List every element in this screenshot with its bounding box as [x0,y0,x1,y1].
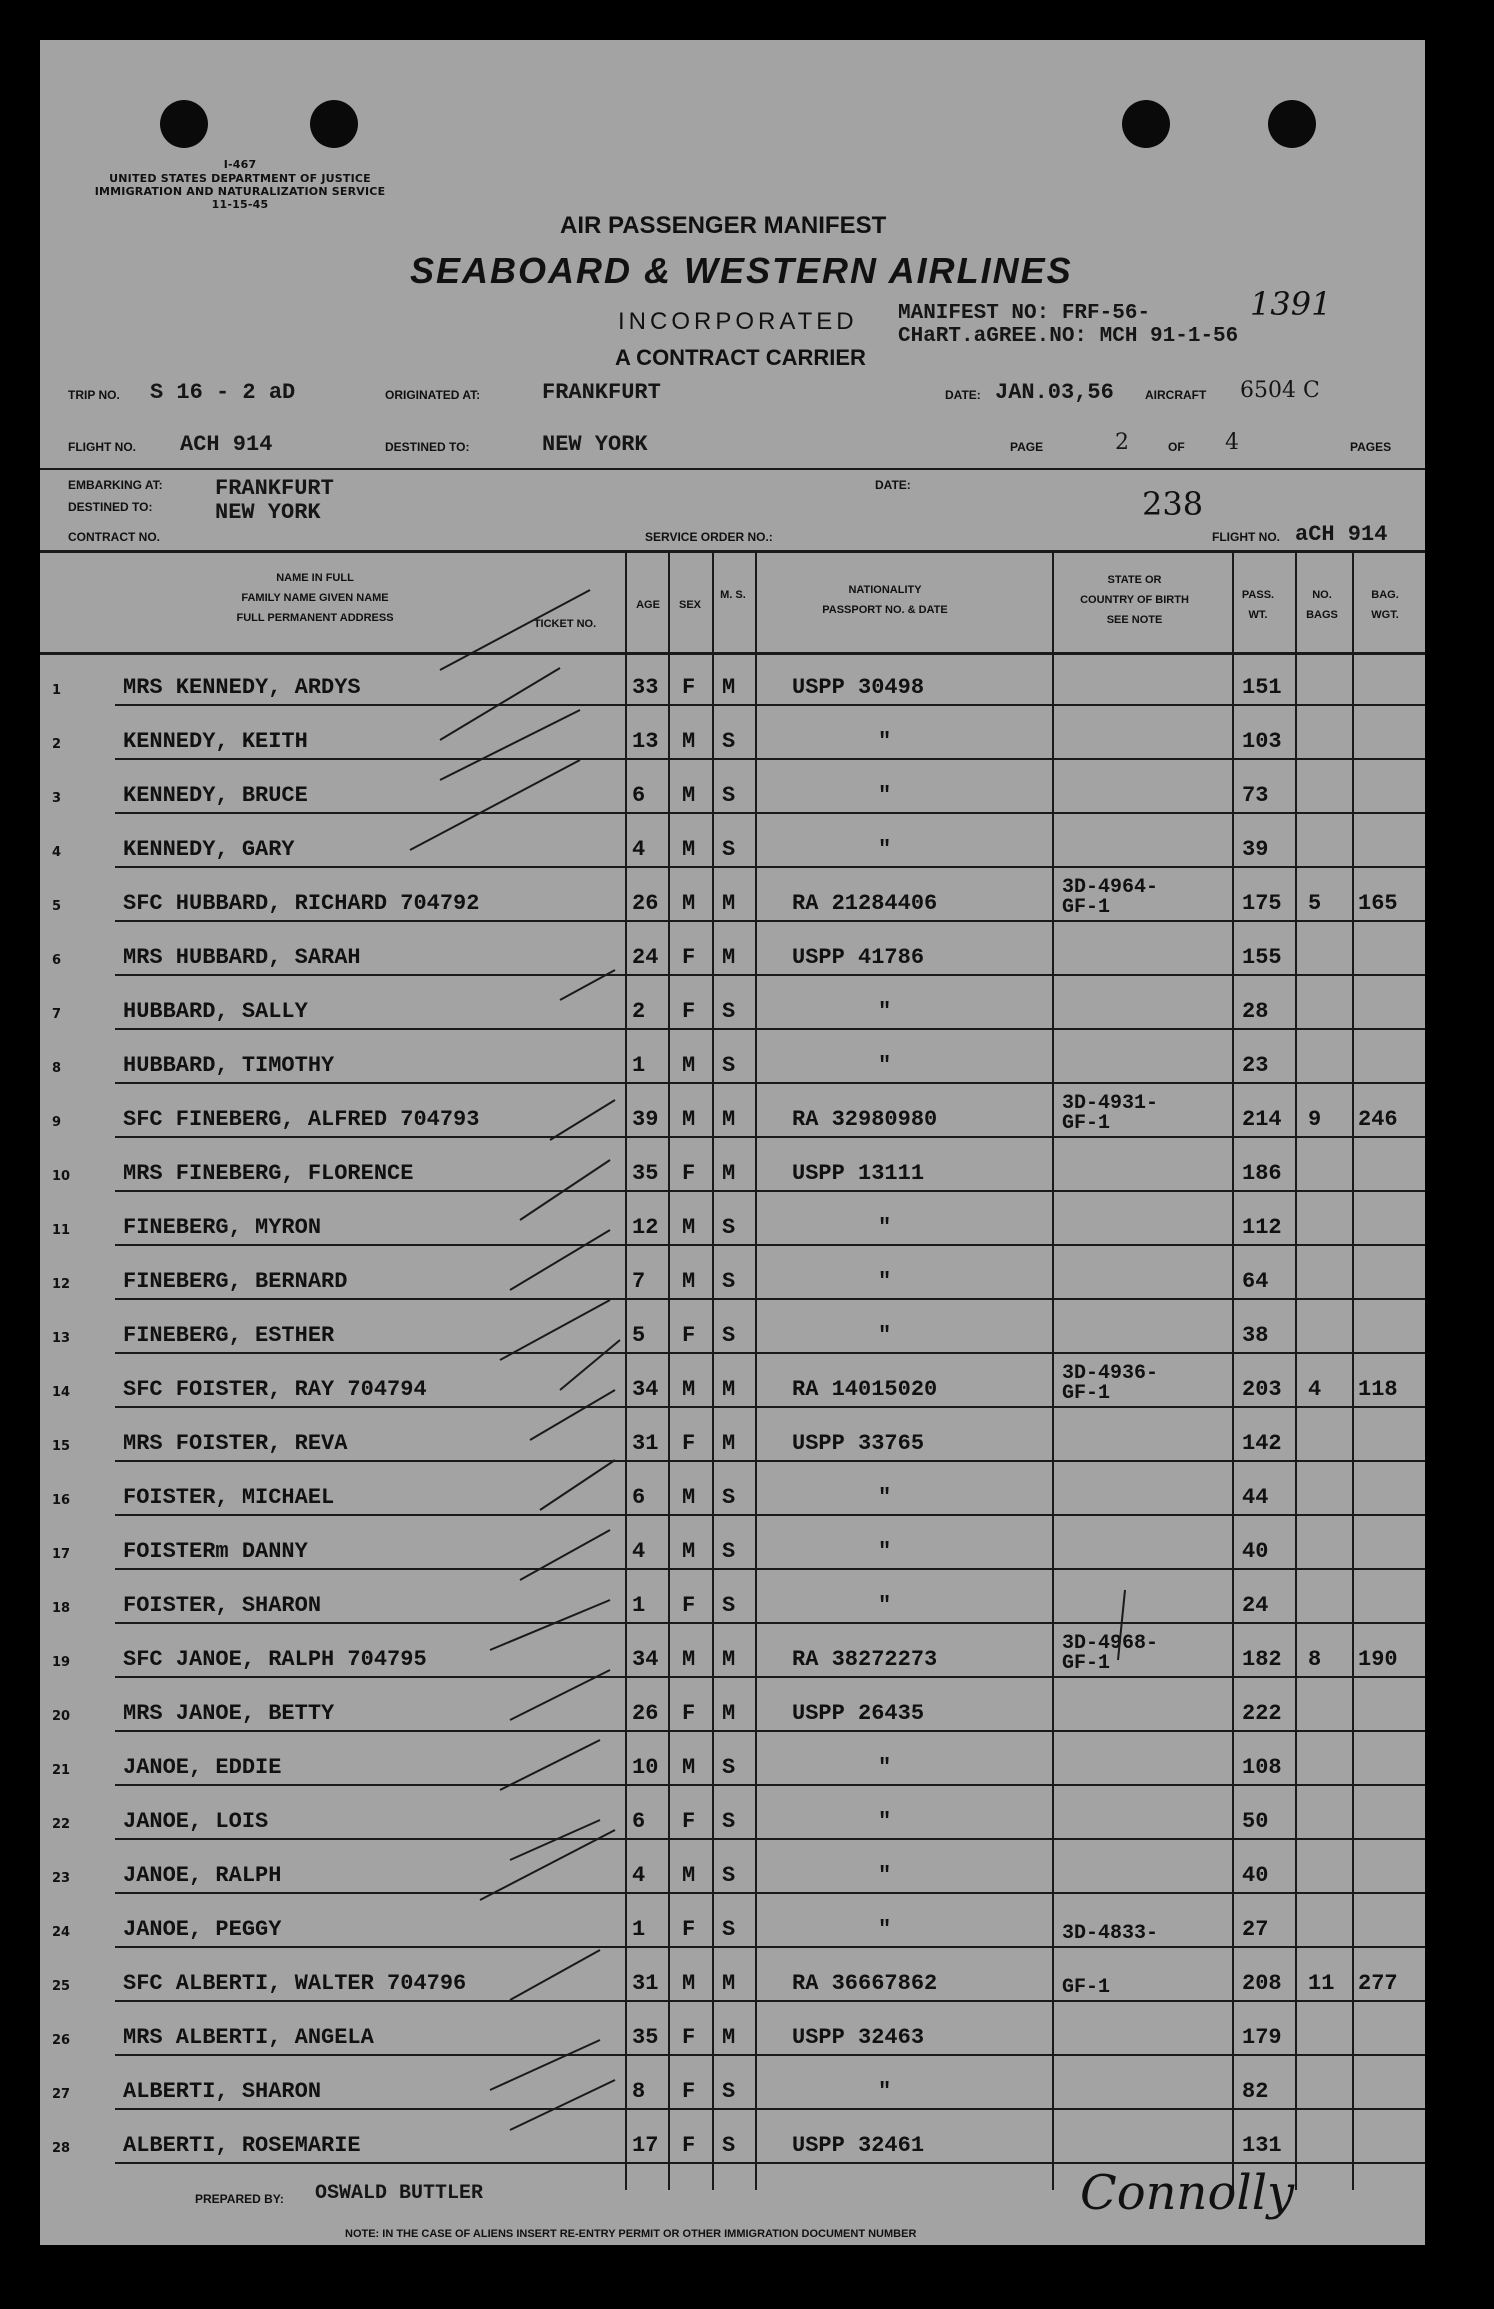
passenger-name: MRS FOISTER, REVA [123,1431,348,1456]
passenger-weight: 131 [1242,2133,1282,2158]
age: 1 [632,1053,646,1078]
marital-status: S [722,999,736,1024]
passenger-weight: 203 [1242,1377,1282,1402]
flight-no-2-label: FLIGHT NO. [1212,530,1280,544]
sex: M [682,1377,696,1402]
passenger-weight: 222 [1242,1701,1282,1726]
sex: F [682,2025,696,2050]
nationality-passport: RA 14015020 [792,1377,938,1402]
passenger-weight: 50 [1242,1809,1269,1834]
age: 2 [632,999,646,1024]
sex: F [682,1593,696,1618]
bag-weight: 277 [1358,1971,1398,1996]
bag-weight: 246 [1358,1107,1398,1132]
passenger-name: MRS JANOE, BETTY [123,1701,335,1726]
manifest-sheet [40,40,1425,2245]
sex: F [682,1431,696,1456]
marital-status: M [722,2025,736,2050]
nationality-passport: " [878,1269,892,1294]
marital-status: S [722,1323,736,1348]
marital-status: S [722,1809,736,1834]
passenger-name: FINEBERG, MYRON [123,1215,322,1240]
passenger-weight: 40 [1242,1539,1269,1564]
passenger-name: SFC FINEBERG, ALFRED 704793 [123,1107,480,1132]
age: 4 [632,837,646,862]
country-of-birth: 3D-4833- [1062,1922,1159,1945]
sex: M [682,1971,696,1996]
passenger-name: ALBERTI, ROSEMARIE [123,2133,361,2158]
sex: F [682,2133,696,2158]
row-number: 8 [52,1061,62,1076]
sex: F [682,1809,696,1834]
airline-name: SEABOARD & WESTERN AIRLINES [410,250,1073,291]
row-number: 28 [52,2141,71,2156]
sex: M [682,729,696,754]
passenger-weight: 103 [1242,729,1282,754]
nationality-passport: USPP 13111 [792,1161,925,1186]
sex: M [682,1755,696,1780]
age: 7 [632,1269,646,1294]
row-number: 22 [52,1817,71,1832]
bag-count: 8 [1308,1647,1322,1672]
passenger-name: ALBERTI, SHARON [123,2079,322,2104]
marital-status: S [722,1269,736,1294]
marital-status: M [722,1107,736,1132]
row-number: 7 [52,1007,62,1022]
col-birth-h3: SEE NOTE [1106,614,1163,626]
row-number: 14 [52,1385,71,1400]
passenger-name: MRS FINEBERG, FLORENCE [123,1161,414,1186]
nationality-passport: RA 32980980 [792,1107,938,1132]
signature: Connolly [1080,2165,1295,2221]
age: 39 [632,1107,659,1132]
marital-status: S [722,837,736,862]
passenger-name: SFC JANOE, RALPH 704795 [123,1647,427,1672]
marital-status: S [722,1485,736,1510]
sex: M [682,837,696,862]
sex: M [682,1107,696,1132]
nationality-passport: " [878,1863,892,1888]
marital-status: S [722,1917,736,1942]
hand-number: 238 [1142,485,1204,523]
nationality-passport: " [878,999,892,1024]
bag-count: 11 [1308,1971,1335,1996]
passenger-weight: 38 [1242,1323,1269,1348]
row-number: 18 [52,1601,71,1616]
row-number: 26 [52,2033,71,2048]
passenger-name: JANOE, PEGGY [123,1917,282,1942]
passenger-weight: 112 [1242,1215,1282,1240]
sex: F [682,2079,696,2104]
incorporated-label: INCORPORATED [618,308,858,335]
marital-status: S [722,1863,736,1888]
age: 24 [632,945,659,970]
marital-status: M [722,675,736,700]
age: 10 [632,1755,659,1780]
age: 34 [632,1647,659,1672]
passenger-name: KENNEDY, BRUCE [123,783,308,808]
passenger-weight: 28 [1242,999,1269,1024]
age: 1 [632,1917,646,1942]
marital-status: S [722,1053,736,1078]
passenger-weight: 73 [1242,783,1269,808]
col-bag-weight-header: BAG. WGT. [1371,589,1399,621]
nationality-passport: RA 21284406 [792,891,938,916]
passenger-name: JANOE, EDDIE [123,1755,282,1780]
contract-no-label: CONTRACT NO. [68,530,160,544]
passenger-weight: 23 [1242,1053,1269,1078]
col-ms-header: M. S. [720,589,746,601]
passenger-name: FOISTER, MICHAEL [123,1485,335,1510]
bag-count: 9 [1308,1107,1322,1132]
passenger-weight: 186 [1242,1161,1282,1186]
manifest-title: AIR PASSENGER MANIFEST [560,212,887,239]
row-number: 15 [52,1439,71,1454]
embarking-label: EMBARKING AT: [68,478,163,492]
marital-status: S [722,1593,736,1618]
page-label: PAGE [1010,440,1044,454]
marital-status: S [722,1539,736,1564]
passenger-weight: 82 [1242,2079,1269,2104]
form-number: I-467 [223,158,257,171]
passenger-weight: 39 [1242,837,1269,862]
col-age-header: AGE [636,599,660,611]
nationality-passport: " [878,837,892,862]
service-order-label: SERVICE ORDER NO.: [645,530,773,544]
row-number: 3 [52,791,62,806]
nationality-passport: USPP 26435 [792,1701,925,1726]
destined-to: NEW YORK [215,500,321,525]
row-number: 5 [52,899,62,914]
originated-at: FRANKFURT [542,380,661,405]
nationality-passport: " [878,1323,892,1348]
row-number: 21 [52,1763,71,1778]
row-number: 4 [52,845,62,860]
nationality-passport: " [878,1539,892,1564]
nationality-passport: " [878,1593,892,1618]
passenger-name: FINEBERG, ESTHER [123,1323,335,1348]
passenger-weight: 108 [1242,1755,1282,1780]
passenger-weight: 175 [1242,891,1282,916]
nationality-passport: USPP 32463 [792,2025,925,2050]
col-bags-header: NO. BAGS [1306,589,1338,621]
passenger-name: MRS HUBBARD, SARAH [123,945,361,970]
flight-no-2: aCH 914 [1295,522,1388,547]
bag-weight: 165 [1358,891,1398,916]
sex: F [682,1917,696,1942]
row-number: 12 [52,1277,71,1292]
row-number: 20 [52,1709,71,1724]
sex: F [682,999,696,1024]
col-name-h3: FULL PERMANENT ADDRESS [236,612,394,624]
bag-count: 4 [1308,1377,1322,1402]
trip-no: S 16 - 2 aD [150,380,296,405]
country-of-birth: 3D-4964- GF-1 [1062,876,1159,919]
age: 4 [632,1863,646,1888]
age: 33 [632,675,659,700]
sex: F [682,1323,696,1348]
sex: M [682,1863,696,1888]
marital-status: S [722,1215,736,1240]
marital-status: S [722,783,736,808]
nationality-passport: USPP 33765 [792,1431,925,1456]
nationality-passport: " [878,1215,892,1240]
marital-status: S [722,2133,736,2158]
marital-status: M [722,1431,736,1456]
pages-label: PAGES [1350,440,1392,454]
destined-to-label: DESTINED TO: [68,500,153,514]
marital-status: M [722,945,736,970]
col-birth-h1: STATE OR [1107,574,1162,586]
nationality-passport: USPP 32461 [792,2133,925,2158]
row-number: 10 [52,1169,71,1184]
passenger-name: MRS KENNEDY, ARDYS [123,675,361,700]
nationality-passport: " [878,1809,892,1834]
passenger-weight: 214 [1242,1107,1282,1132]
passenger-weight: 142 [1242,1431,1282,1456]
marital-status: M [722,1971,736,1996]
marital-status: M [722,891,736,916]
age: 26 [632,891,659,916]
nationality-passport: " [878,2079,892,2104]
prepared-by: OSWALD BUTTLER [315,2182,484,2205]
age: 35 [632,1161,659,1186]
trip-no-label: TRIP NO. [68,388,120,402]
originated-label: ORIGINATED AT: [385,388,481,402]
country-of-birth: 3D-4931- GF-1 [1062,1092,1159,1135]
of-label: OF [1168,440,1185,454]
passenger-name: JANOE, LOIS [123,1809,269,1834]
passenger-weight: 40 [1242,1863,1269,1888]
row-number: 6 [52,953,62,968]
passenger-weight: 179 [1242,2025,1282,2050]
bag-weight: 118 [1358,1377,1398,1402]
age: 26 [632,1701,659,1726]
passenger-name: FOISTERm DANNY [123,1539,308,1564]
nationality-passport: " [878,783,892,808]
marital-status: M [722,1647,736,1672]
sex: M [682,783,696,808]
passenger-name: HUBBARD, SALLY [123,999,308,1024]
age: 6 [632,783,646,808]
age: 12 [632,1215,659,1240]
bag-weight: 190 [1358,1647,1398,1672]
age: 6 [632,1485,646,1510]
passenger-name: SFC FOISTER, RAY 704794 [123,1377,427,1402]
sex: M [682,1647,696,1672]
row-number: 2 [52,737,62,752]
country-of-birth: 3D-4936- GF-1 [1062,1362,1159,1405]
date-label: DATE: [945,388,981,402]
sex: F [682,945,696,970]
aircraft: 6504 C [1240,378,1320,403]
sex: M [682,891,696,916]
passenger-weight: 208 [1242,1971,1282,1996]
age: 1 [632,1593,646,1618]
age: 13 [632,729,659,754]
row-number: 1 [52,683,62,698]
row-number: 13 [52,1331,71,1346]
charter-agreement: CHaRT.aGREE.NO: MCH 91-1-56 [898,325,1239,348]
age: 31 [632,1431,659,1456]
nationality-passport: " [878,1485,892,1510]
col-name-h1: NAME IN FULL [276,572,354,584]
passenger-weight: 27 [1242,1917,1269,1942]
flight-no: ACH 914 [180,432,273,457]
nationality-passport: USPP 30498 [792,675,925,700]
col-birth-h2: COUNTRY OF BIRTH [1080,594,1189,606]
country-of-birth: 3D-4968- GF-1 [1062,1632,1159,1675]
age: 5 [632,1323,646,1348]
check-marks [40,40,1425,2245]
passenger-weight: 155 [1242,945,1282,970]
passenger-weight: 44 [1242,1485,1269,1510]
nationality-passport: RA 36667862 [792,1971,938,1996]
destined-label: DESTINED TO: [385,440,470,454]
age: 4 [632,1539,646,1564]
agency-line-1: UNITED STATES DEPARTMENT OF JUSTICE [109,172,371,185]
passenger-weight: 64 [1242,1269,1269,1294]
col-sex-header: SEX [678,599,701,611]
age: 31 [632,1971,659,1996]
row-number: 9 [52,1115,62,1130]
contract-carrier-label: A CONTRACT CARRIER [615,345,866,370]
col-ticket-header: TICKET NO. [533,618,597,630]
row-number: 19 [52,1655,71,1670]
row-number: 24 [52,1925,71,1940]
footer-note: NOTE: IN THE CASE OF ALIENS INSERT RE-ENTRY PERMIT OR OTHER IMMIGRATION DOCUMENT NUMBER [345,2228,917,2240]
nationality-passport: RA 38272273 [792,1647,938,1672]
age: 8 [632,2079,646,2104]
sex: M [682,1215,696,1240]
sex: M [682,1269,696,1294]
marital-status: M [722,1701,736,1726]
col-nat-h2: PASSPORT NO. & DATE [822,604,948,616]
manifest-number-handwritten: 1391 [1250,285,1332,323]
passenger-weight: 151 [1242,675,1282,700]
embarking-at: FRANKFURT [215,476,334,501]
col-name-h2: FAMILY NAME GIVEN NAME [241,592,389,604]
age: 6 [632,1809,646,1834]
passenger-weight: 182 [1242,1647,1282,1672]
row-number: 25 [52,1979,71,1994]
nationality-passport: " [878,1053,892,1078]
nationality-passport: " [878,1917,892,1942]
passenger-name: KENNEDY, KEITH [123,729,308,754]
passenger-weight: 24 [1242,1593,1269,1618]
flight-no-label: FLIGHT NO. [68,440,136,454]
marital-status: M [722,1161,736,1186]
passenger-name: MRS ALBERTI, ANGELA [123,2025,374,2050]
sex: M [682,1053,696,1078]
manifest-number: MANIFEST NO: FRF-56- [898,302,1151,325]
passenger-name: SFC HUBBARD, RICHARD 704792 [123,891,480,916]
row-number: 16 [52,1493,71,1508]
passenger-name: FOISTER, SHARON [123,1593,322,1618]
row-number: 27 [52,2087,71,2102]
row-number: 17 [52,1547,71,1562]
page-number: 2 [1115,430,1129,455]
sex: F [682,1161,696,1186]
date: JAN.03,56 [995,380,1114,405]
sex: M [682,1485,696,1510]
nationality-passport: " [878,1755,892,1780]
destined: NEW YORK [542,432,648,457]
agency-line-2: IMMIGRATION AND NATURALIZATION SERVICE [94,185,386,198]
col-weight-header: PASS. WT. [1241,589,1275,621]
form-date: 11-15-45 [211,198,269,211]
passenger-name: SFC ALBERTI, WALTER 704796 [123,1971,467,1996]
passenger-name: JANOE, RALPH [123,1863,282,1888]
country-of-birth: GF-1 [1062,1976,1111,1999]
passenger-name: HUBBARD, TIMOTHY [123,1053,335,1078]
sex: F [682,675,696,700]
nationality-passport: " [878,729,892,754]
sex: F [682,1701,696,1726]
marital-status: S [722,729,736,754]
passenger-name: KENNEDY, GARY [123,837,295,862]
date-2-label: DATE: [875,478,911,492]
age: 34 [632,1377,659,1402]
age: 17 [632,2133,659,2158]
aircraft-label: AIRCRAFT [1145,388,1207,402]
passenger-name: FINEBERG, BERNARD [123,1269,348,1294]
bag-count: 5 [1308,891,1322,916]
marital-status: S [722,1755,736,1780]
marital-status: S [722,2079,736,2104]
row-number: 11 [52,1223,71,1238]
nationality-passport: USPP 41786 [792,945,925,970]
age: 35 [632,2025,659,2050]
prepared-by-label: PREPARED BY: [195,2192,284,2206]
row-number: 23 [52,1871,71,1886]
col-nat-h1: NATIONALITY [848,584,922,596]
total-pages: 4 [1225,430,1239,455]
sex: M [682,1539,696,1564]
marital-status: M [722,1377,736,1402]
